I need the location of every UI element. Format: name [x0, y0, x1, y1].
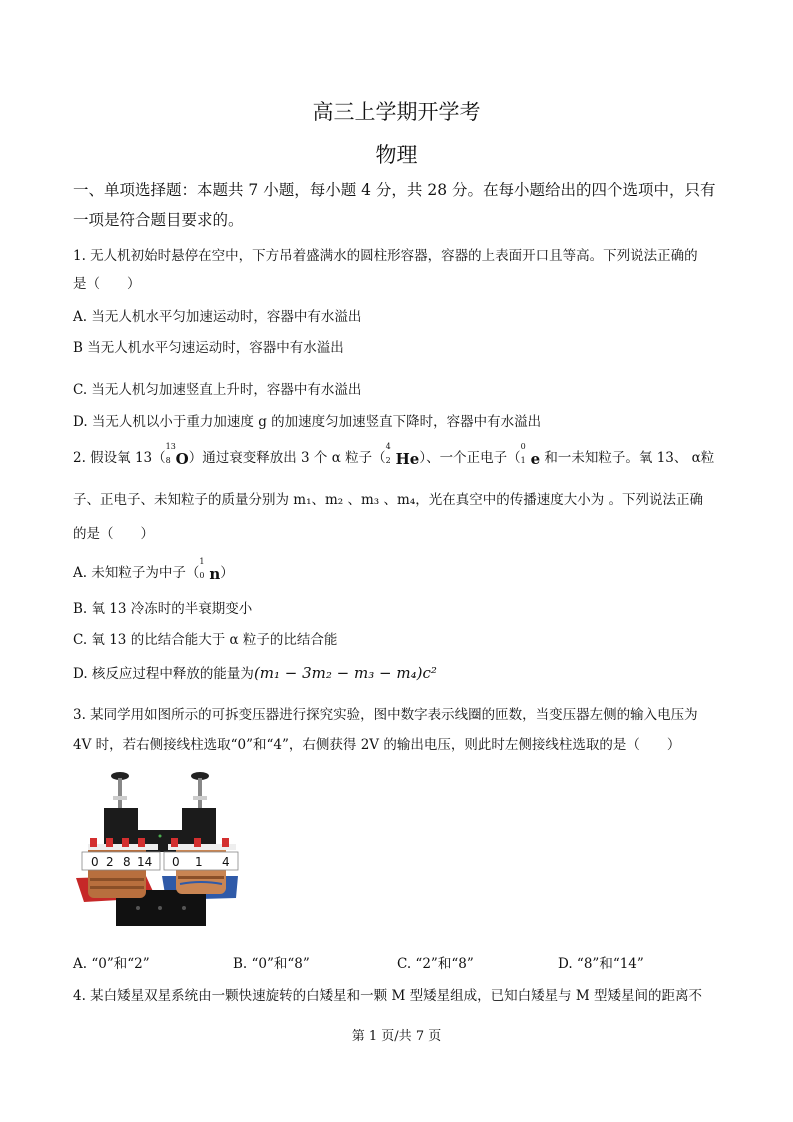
q2-stem-part-d: 和一未知粒子。氧 13、 α粒 [540, 450, 715, 466]
right-terminal-label-1: 1 [195, 855, 203, 869]
page-title: 高三上学期开学考 [312, 100, 481, 124]
q4-stem-line1: 4. 某白矮星双星系统由一颗快速旋转的白矮星和一颗 M 型矮星组成，已知白矮星与 M 型矮星间的距离不 [73, 988, 702, 1004]
q3-option-d: D. “8”和“14” [558, 956, 644, 972]
left-terminal-label-0: 0 [91, 855, 99, 869]
q2-stem-line1 [73, 441, 715, 468]
transformer-figure [76, 768, 244, 928]
q2-option-d-formula: (m₁ − 3m₂ − m₃ − m₄)c² [253, 664, 437, 682]
q1-option-d: D. 当无人机以小于重力加速度 g 的加速度匀加速竖直下降时，容器中有水溢出 [73, 414, 542, 430]
right-terminal-label-0: 0 [172, 855, 180, 869]
q2-stem-part-a: 2. 假设氧 13（ [73, 450, 166, 466]
q1-option-a: A. 当无人机水平匀加速运动时，容器中有水溢出 [73, 309, 362, 325]
q2-option-b: B. 氧 13 冷冻时的半衰期变小 [73, 601, 253, 617]
q3-option-c: C. “2”和“8” [397, 956, 474, 972]
q2-stem-part-c: ）、一个正电子（ [419, 450, 521, 466]
neutron-symbol: 1 0 n [199, 556, 221, 583]
q3-option-a: A. “0”和“2” [73, 956, 150, 972]
q2-option-a [73, 556, 234, 583]
left-screw-icon [111, 772, 129, 810]
left-terminal-label-8: 8 [123, 855, 131, 869]
q2-stem-part-b: ）通过衰变释放出 3 个 α 粒子（ [188, 450, 386, 466]
left-terminal-label-2: 2 [106, 855, 114, 869]
q3-stem-line1: 3. 某同学用如图所示的可拆变压器进行探究实验，图中数字表示线圈的匝数，当变压器左侧的输入电压为 [73, 707, 698, 723]
page-footer: 第 1 页/共 7 页 [351, 1029, 442, 1044]
q2-option-d [73, 662, 437, 682]
right-terminal-label-4: 4 [222, 855, 230, 869]
section-heading-line2: 一项是符合题目要求的。 [73, 211, 244, 229]
q3-stem-line2: 4V 时，若右侧接线柱选取“0”和“4”，右侧获得 2V 的输出电压，则此时左侧接线柱选取的是（ ） [73, 737, 681, 753]
q2-option-c: C. 氧 13 的比结合能大于 α 粒子的比结合能 [73, 632, 338, 648]
right-screw-icon [191, 772, 209, 810]
q2-stem-line3: 的是（ ） [73, 526, 154, 542]
subject-title: 物理 [375, 143, 418, 167]
q2-stem-line2: 子、正电子、未知粒子的质量分别为 m₁、m₂ 、m₃ 、m₄，光在真空中的传播速度大小为 。下列说法正确 [73, 492, 704, 508]
q2-option-d-text: D. 核反应过程中释放的能量为 [73, 666, 254, 682]
q1-option-b: B 当无人机水平匀速运动时，容器中有水溢出 [73, 340, 344, 356]
section-heading-line1: 一、单项选择题：本题共 7 小题，每小题 4 分，共 28 分。在每小题给出的四个选项中，只有 [73, 181, 716, 199]
q2-option-a-end: ） [220, 565, 234, 581]
left-terminal-label-14: 14 [137, 855, 153, 869]
q1-stem-line2: 是（ ） [73, 276, 141, 292]
q1-option-c: C. 当无人机匀加速竖直上升时，容器中有水溢出 [73, 382, 362, 398]
oxygen-13-isotope: 13 8 O [165, 441, 189, 468]
q2-option-a-text: A. 未知粒子为中子（ [73, 565, 200, 581]
positron-symbol: 0 1 e [520, 441, 541, 468]
q1-stem-line1: 1. 无人机初始时悬停在空中，下方吊着盛满水的圆柱形容器，容器的上表面开口且等高。下列说法正确的 [73, 248, 698, 264]
q3-option-b: B. “0”和“8” [233, 956, 310, 972]
helium-4-isotope: 4 2 He [385, 441, 420, 468]
